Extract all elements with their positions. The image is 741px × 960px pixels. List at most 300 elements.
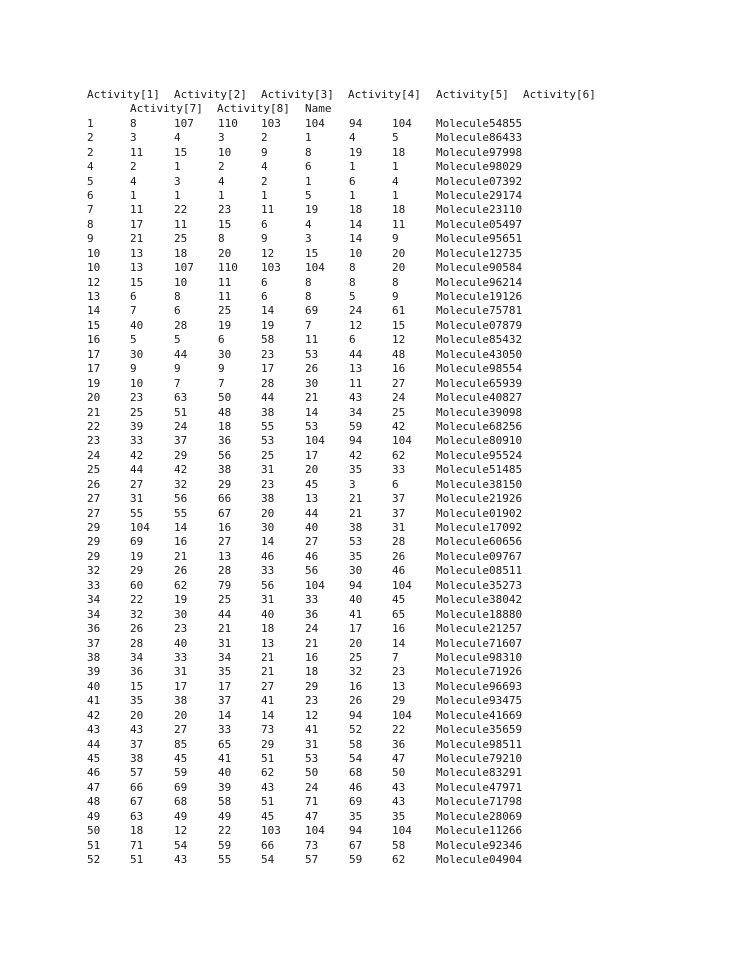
cell-activity-6: 104 [305,434,325,448]
cell-activity-4: 14 [218,708,232,722]
cell-activity-7: 6 [349,333,356,347]
cell-activity-6: 40 [305,521,319,535]
cell-activity-8: 62 [392,853,406,867]
cell-molecule-name: Molecule71926 [436,665,523,679]
cell-activity-6: 8 [305,145,312,159]
cell-activity-5: 9 [261,232,268,246]
cell-activity-1: 46 [87,766,101,780]
cell-activity-2: 13 [130,246,144,260]
cell-molecule-name: Molecule18880 [436,607,523,621]
cell-activity-1: 34 [87,593,101,607]
cell-activity-7: 8 [349,261,356,275]
cell-activity-2: 32 [130,607,144,621]
cell-activity-1: 4 [87,160,94,174]
cell-activity-5: 23 [261,347,275,361]
cell-activity-6: 104 [305,824,325,838]
table-row [87,290,707,304]
cell-activity-5: 9 [261,145,268,159]
cell-activity-4: 39 [218,780,232,794]
cell-activity-4: 3 [218,131,225,145]
cell-activity-5: 103 [261,261,281,275]
cell-activity-8: 58 [392,838,406,852]
cell-activity-5: 18 [261,622,275,636]
cell-activity-6: 53 [305,347,319,361]
cell-activity-8: 9 [392,290,399,304]
table-row [87,694,707,708]
cell-activity-7: 59 [349,853,363,867]
cell-activity-1: 32 [87,564,101,578]
cell-activity-2: 57 [130,766,144,780]
cell-activity-8: 48 [392,347,406,361]
cell-activity-2: 66 [130,780,144,794]
cell-activity-5: 12 [261,246,275,260]
cell-activity-4: 58 [218,795,232,809]
cell-activity-8: 23 [392,665,406,679]
cell-molecule-name: Molecule54855 [436,116,523,130]
cell-molecule-name: Molecule28069 [436,809,523,823]
cell-activity-4: 50 [218,391,232,405]
cell-activity-6: 73 [305,838,319,852]
cell-molecule-name: Molecule68256 [436,419,523,433]
cell-activity-7: 35 [349,549,363,563]
cell-activity-5: 2 [261,131,268,145]
cell-activity-8: 27 [392,376,406,390]
cell-activity-8: 104 [392,824,412,838]
cell-molecule-name: Molecule09767 [436,549,523,563]
cell-activity-4: 11 [218,275,232,289]
cell-activity-7: 16 [349,679,363,693]
cell-activity-4: 27 [218,535,232,549]
table-row [87,203,707,217]
cell-activity-2: 17 [130,217,144,231]
cell-activity-4: 16 [218,521,232,535]
cell-activity-3: 54 [174,838,188,852]
cell-activity-6: 27 [305,535,319,549]
cell-activity-4: 37 [218,694,232,708]
cell-activity-7: 4 [349,131,356,145]
cell-activity-1: 44 [87,737,101,751]
cell-activity-1: 26 [87,477,101,491]
cell-molecule-name: Molecule43050 [436,347,523,361]
cell-activity-7: 1 [349,188,356,202]
cell-molecule-name: Molecule05497 [436,217,523,231]
cell-molecule-name: Molecule83291 [436,766,523,780]
cell-activity-5: 44 [261,391,275,405]
cell-activity-1: 22 [87,419,101,433]
table-row [87,420,707,434]
cell-activity-2: 25 [130,405,144,419]
cell-activity-5: 103 [261,824,281,838]
cell-activity-3: 18 [174,246,188,260]
cell-activity-8: 33 [392,463,406,477]
table-row [87,665,707,679]
cell-activity-2: 63 [130,809,144,823]
table-row [87,521,707,535]
table-row [87,434,707,448]
cell-activity-4: 21 [218,622,232,636]
cell-activity-1: 27 [87,506,101,520]
cell-molecule-name: Molecule95524 [436,448,523,462]
cell-molecule-name: Molecule60656 [436,535,523,549]
table-row [87,824,707,838]
cell-activity-3: 26 [174,564,188,578]
table-row [87,810,707,824]
cell-activity-4: 36 [218,434,232,448]
cell-activity-2: 2 [130,160,137,174]
cell-activity-1: 49 [87,809,101,823]
cell-activity-5: 51 [261,795,275,809]
table-row [87,377,707,391]
cell-activity-2: 21 [130,232,144,246]
cell-activity-6: 50 [305,766,319,780]
table-row [87,333,707,347]
cell-activity-1: 43 [87,723,101,737]
cell-activity-8: 13 [392,679,406,693]
cell-activity-3: 12 [174,824,188,838]
cell-activity-4: 48 [218,405,232,419]
cell-activity-2: 43 [130,723,144,737]
cell-activity-7: 21 [349,506,363,520]
table-row [87,651,707,665]
cell-activity-3: 30 [174,607,188,621]
cell-activity-8: 8 [392,275,399,289]
cell-activity-3: 49 [174,809,188,823]
cell-activity-3: 25 [174,232,188,246]
cell-activity-7: 3 [349,477,356,491]
cell-activity-3: 32 [174,477,188,491]
cell-activity-3: 3 [174,174,181,188]
cell-activity-8: 29 [392,694,406,708]
cell-activity-8: 43 [392,795,406,809]
cell-activity-1: 13 [87,290,101,304]
cell-activity-2: 8 [130,116,137,130]
cell-activity-4: 28 [218,564,232,578]
cell-activity-7: 11 [349,376,363,390]
cell-activity-7: 20 [349,636,363,650]
header-activity-5: Activity[5] [436,88,509,101]
cell-activity-4: 31 [218,636,232,650]
cell-activity-7: 25 [349,650,363,664]
cell-activity-8: 31 [392,521,406,535]
cell-activity-6: 11 [305,333,319,347]
cell-activity-6: 15 [305,246,319,260]
cell-activity-4: 110 [218,261,238,275]
cell-activity-7: 5 [349,290,356,304]
cell-molecule-name: Molecule80910 [436,434,523,448]
cell-molecule-name: Molecule71607 [436,636,523,650]
cell-activity-2: 67 [130,795,144,809]
cell-activity-8: 36 [392,737,406,751]
cell-activity-5: 45 [261,809,275,823]
cell-activity-1: 36 [87,622,101,636]
cell-activity-6: 57 [305,853,319,867]
cell-activity-4: 33 [218,723,232,737]
cell-activity-8: 35 [392,809,406,823]
cell-activity-3: 62 [174,578,188,592]
cell-molecule-name: Molecule21926 [436,492,523,506]
cell-molecule-name: Molecule98554 [436,362,523,376]
table-row [87,319,707,333]
cell-activity-3: 14 [174,521,188,535]
cell-activity-4: 13 [218,549,232,563]
cell-activity-6: 3 [305,232,312,246]
cell-activity-2: 26 [130,622,144,636]
cell-activity-8: 50 [392,766,406,780]
cell-activity-5: 43 [261,780,275,794]
cell-activity-4: 9 [218,362,225,376]
table-row [87,463,707,477]
cell-activity-6: 24 [305,780,319,794]
cell-activity-1: 10 [87,246,101,260]
cell-activity-3: 9 [174,362,181,376]
table-row [87,579,707,593]
cell-activity-4: 49 [218,809,232,823]
cell-molecule-name: Molecule98511 [436,737,523,751]
cell-activity-7: 24 [349,304,363,318]
cell-activity-6: 7 [305,318,312,332]
cell-activity-5: 6 [261,290,268,304]
header-line-1 [87,88,707,102]
cell-activity-2: 3 [130,131,137,145]
header-activity-1: Activity[1] [87,88,160,101]
cell-activity-1: 42 [87,708,101,722]
cell-activity-4: 55 [218,853,232,867]
cell-activity-3: 59 [174,766,188,780]
cell-activity-3: 37 [174,434,188,448]
cell-activity-4: 40 [218,766,232,780]
cell-activity-5: 1 [261,188,268,202]
table-row [87,261,707,275]
cell-activity-4: 56 [218,448,232,462]
cell-activity-1: 47 [87,780,101,794]
cell-activity-8: 104 [392,116,412,130]
cell-activity-1: 20 [87,391,101,405]
cell-activity-3: 63 [174,391,188,405]
cell-activity-3: 1 [174,188,181,202]
cell-activity-7: 68 [349,766,363,780]
cell-activity-8: 37 [392,492,406,506]
cell-activity-7: 26 [349,694,363,708]
cell-activity-5: 30 [261,521,275,535]
cell-activity-5: 66 [261,838,275,852]
cell-activity-8: 7 [392,650,399,664]
cell-activity-8: 11 [392,217,406,231]
cell-activity-4: 20 [218,246,232,260]
cell-activity-6: 20 [305,463,319,477]
cell-molecule-name: Molecule79210 [436,752,523,766]
cell-activity-2: 5 [130,333,137,347]
cell-activity-3: 56 [174,492,188,506]
cell-activity-3: 28 [174,318,188,332]
cell-activity-1: 38 [87,650,101,664]
cell-activity-8: 104 [392,708,412,722]
cell-activity-3: 5 [174,333,181,347]
cell-molecule-name: Molecule07392 [436,174,523,188]
cell-activity-4: 4 [218,174,225,188]
cell-activity-7: 43 [349,391,363,405]
cell-activity-1: 15 [87,318,101,332]
cell-activity-3: 85 [174,737,188,751]
cell-activity-5: 33 [261,564,275,578]
cell-activity-8: 18 [392,145,406,159]
cell-activity-6: 19 [305,203,319,217]
cell-activity-6: 104 [305,116,325,130]
cell-activity-7: 44 [349,347,363,361]
cell-activity-8: 20 [392,261,406,275]
cell-activity-7: 40 [349,593,363,607]
cell-activity-1: 8 [87,217,94,231]
table-row [87,709,707,723]
cell-molecule-name: Molecule04904 [436,853,523,867]
cell-activity-4: 19 [218,318,232,332]
cell-activity-7: 1 [349,160,356,174]
cell-activity-5: 19 [261,318,275,332]
cell-activity-2: 34 [130,650,144,664]
cell-activity-1: 29 [87,535,101,549]
cell-molecule-name: Molecule86433 [436,131,523,145]
table-row [87,853,707,867]
cell-activity-1: 39 [87,665,101,679]
table-row [87,218,707,232]
cell-activity-5: 25 [261,448,275,462]
cell-activity-2: 23 [130,391,144,405]
table-row [87,189,707,203]
cell-activity-7: 69 [349,795,363,809]
cell-activity-8: 18 [392,203,406,217]
cell-activity-5: 21 [261,665,275,679]
cell-activity-6: 8 [305,275,312,289]
cell-activity-8: 22 [392,723,406,737]
cell-molecule-name: Molecule98310 [436,650,523,664]
cell-activity-7: 34 [349,405,363,419]
cell-activity-6: 46 [305,549,319,563]
cell-activity-2: 15 [130,275,144,289]
cell-molecule-name: Molecule51485 [436,463,523,477]
cell-activity-7: 94 [349,116,363,130]
cell-activity-5: 14 [261,304,275,318]
cell-activity-5: 41 [261,694,275,708]
cell-activity-3: 40 [174,636,188,650]
cell-activity-5: 14 [261,535,275,549]
cell-molecule-name: Molecule47971 [436,780,523,794]
cell-molecule-name: Molecule19126 [436,290,523,304]
cell-molecule-name: Molecule96693 [436,679,523,693]
cell-activity-7: 41 [349,607,363,621]
cell-activity-2: 44 [130,463,144,477]
cell-activity-7: 94 [349,708,363,722]
cell-activity-8: 12 [392,333,406,347]
cell-activity-1: 33 [87,578,101,592]
cell-activity-2: 11 [130,203,144,217]
cell-activity-6: 104 [305,578,325,592]
cell-activity-7: 94 [349,434,363,448]
cell-molecule-name: Molecule17092 [436,521,523,535]
cell-activity-2: 4 [130,174,137,188]
cell-activity-6: 104 [305,261,325,275]
cell-activity-3: 29 [174,448,188,462]
table-row [87,608,707,622]
cell-activity-8: 42 [392,419,406,433]
cell-activity-5: 27 [261,679,275,693]
header-activity-2: Activity[2] [174,88,247,101]
cell-activity-3: 11 [174,217,188,231]
cell-activity-5: 6 [261,217,268,231]
cell-activity-1: 19 [87,376,101,390]
cell-activity-7: 6 [349,174,356,188]
cell-activity-3: 55 [174,506,188,520]
cell-activity-3: 7 [174,376,181,390]
cell-activity-2: 10 [130,376,144,390]
cell-activity-3: 15 [174,145,188,159]
cell-activity-4: 35 [218,665,232,679]
cell-activity-5: 46 [261,549,275,563]
cell-activity-3: 38 [174,694,188,708]
cell-activity-8: 104 [392,434,412,448]
cell-activity-5: 58 [261,333,275,347]
table-row [87,492,707,506]
cell-activity-6: 30 [305,376,319,390]
cell-activity-4: 41 [218,752,232,766]
table-row [87,593,707,607]
cell-activity-3: 8 [174,290,181,304]
cell-activity-6: 56 [305,564,319,578]
header-activity-8: Activity[8] [217,102,290,116]
cell-activity-8: 1 [392,160,399,174]
cell-activity-7: 19 [349,145,363,159]
cell-activity-1: 41 [87,694,101,708]
header-activity-6: Activity[6] [523,88,596,101]
cell-activity-4: 67 [218,506,232,520]
cell-activity-8: 6 [392,477,399,491]
cell-molecule-name: Molecule38042 [436,593,523,607]
table-row [87,362,707,376]
cell-activity-1: 23 [87,434,101,448]
table-row [87,478,707,492]
cell-activity-5: 51 [261,752,275,766]
cell-activity-3: 68 [174,795,188,809]
cell-activity-6: 23 [305,694,319,708]
cell-activity-8: 4 [392,174,399,188]
cell-activity-4: 66 [218,492,232,506]
cell-activity-2: 6 [130,290,137,304]
cell-activity-3: 44 [174,347,188,361]
cell-activity-1: 6 [87,188,94,202]
cell-activity-5: 21 [261,650,275,664]
cell-activity-2: 69 [130,535,144,549]
cell-activity-1: 2 [87,131,94,145]
cell-activity-5: 40 [261,607,275,621]
activity-table [87,88,707,868]
cell-activity-8: 16 [392,622,406,636]
header-activity-4: Activity[4] [348,88,421,101]
cell-activity-6: 26 [305,362,319,376]
cell-activity-8: 61 [392,304,406,318]
cell-activity-3: 43 [174,853,188,867]
cell-activity-4: 38 [218,463,232,477]
cell-activity-3: 19 [174,593,188,607]
cell-activity-1: 14 [87,304,101,318]
cell-molecule-name: Molecule23110 [436,203,523,217]
cell-activity-4: 8 [218,232,225,246]
cell-activity-3: 27 [174,723,188,737]
cell-activity-8: 5 [392,131,399,145]
cell-activity-4: 17 [218,679,232,693]
cell-activity-4: 2 [218,160,225,174]
cell-activity-5: 28 [261,376,275,390]
table-row [87,507,707,521]
table-row [87,680,707,694]
cell-activity-2: 104 [130,521,150,535]
